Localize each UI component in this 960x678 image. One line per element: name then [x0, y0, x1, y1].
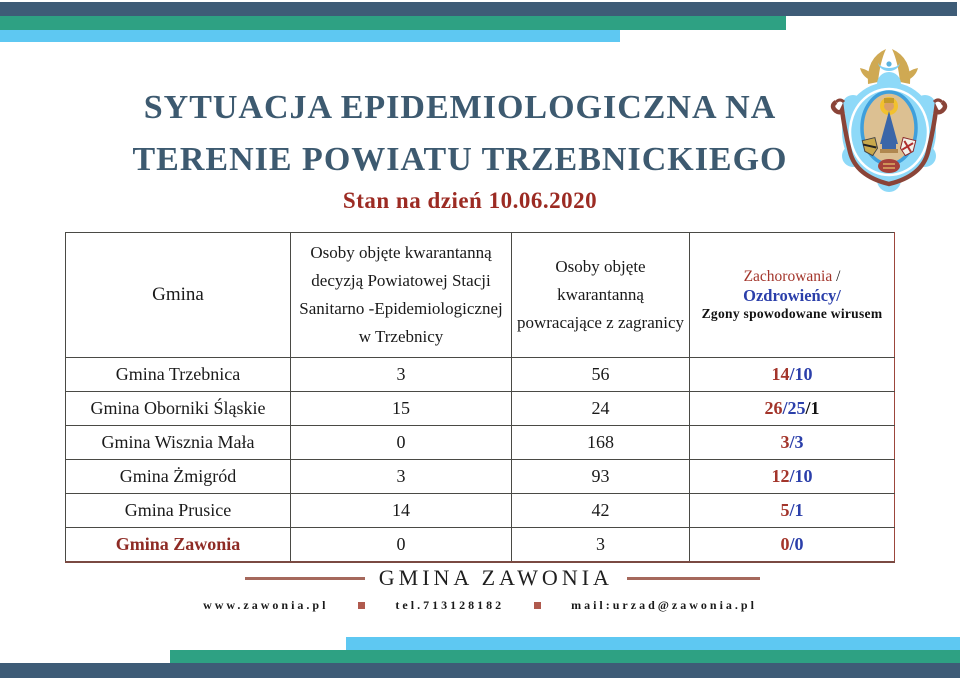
table-row	[66, 358, 895, 392]
cases-recovered-deaths-value	[690, 392, 895, 426]
bottom-bar-teal	[170, 650, 960, 663]
top-bar-lightblue	[0, 30, 620, 42]
quarantine-sanepid-value: 14	[291, 494, 512, 528]
recovered-value: /1	[789, 500, 804, 520]
top-bar-teal	[0, 16, 786, 30]
footer-organization-name: GMINA ZAWONIA	[378, 565, 613, 590]
quarantine-sanepid-value: 0	[291, 528, 512, 563]
top-bar-dark	[0, 2, 957, 16]
square-bullet-icon	[534, 602, 541, 609]
footer-contact-bar	[0, 598, 960, 613]
cases-recovered-deaths-value	[690, 358, 895, 392]
table-row	[66, 460, 895, 494]
cases-recovered-deaths-value	[690, 494, 895, 528]
square-bullet-icon	[358, 602, 365, 609]
header-deaths-label: Zgony spowodowane wirusem	[701, 306, 883, 321]
gmina-name: Gmina Żmigród	[66, 460, 291, 494]
footer-rule-left	[245, 577, 365, 580]
recovered-value: /10	[789, 466, 813, 486]
header-recovered-label: Ozdrowieńcy/	[743, 286, 841, 305]
quarantine-border-value: 168	[512, 426, 690, 460]
cases-value: 3	[780, 432, 790, 452]
table-header-row	[66, 233, 895, 358]
status-date-subtitle: Stan na dzień 10.06.2020	[342, 188, 598, 213]
quarantine-sanepid-value: 3	[291, 358, 512, 392]
recovered-value: /25	[782, 398, 806, 418]
cases-value: 26	[764, 398, 783, 418]
quarantine-border-value: 56	[512, 358, 690, 392]
table-row	[66, 494, 895, 528]
page-title	[60, 82, 860, 186]
quarantine-sanepid-value: 0	[291, 426, 512, 460]
footer-phone: tel.713128182	[395, 598, 505, 612]
cases-recovered-deaths-value	[690, 528, 895, 563]
quarantine-sanepid-value: 3	[291, 460, 512, 494]
quarantine-border-value: 3	[512, 528, 690, 563]
bottom-bar-lightblue	[346, 637, 960, 650]
cases-value: 12	[771, 466, 790, 486]
gmina-name: Gmina Trzebnica	[66, 358, 291, 392]
quarantine-border-value: 24	[512, 392, 690, 426]
column-header-quarantine-border: Osoby objęte kwarantanną powracające z zagranicy	[512, 233, 690, 358]
footer-website: www.zawonia.pl	[203, 598, 329, 612]
header-cases-separator: /	[832, 268, 841, 285]
gmina-name: Gmina Oborniki Śląskie	[66, 392, 291, 426]
gmina-name: Gmina Wisznia Mała	[66, 426, 291, 460]
recovered-value: /3	[789, 432, 804, 452]
quarantine-border-value: 93	[512, 460, 690, 494]
cases-recovered-deaths-value	[690, 460, 895, 494]
column-header-quarantine-sanepid: Osoby objęte kwarantanną decyzją Powiatowej Stacji Sanitarno -Epidemiologicznej w Trzebnicy	[291, 233, 512, 358]
epidemic-table	[65, 232, 895, 563]
column-header-cases-recovered-deaths	[690, 233, 895, 358]
cases-value: 0	[780, 534, 790, 554]
recovered-value: /0	[789, 534, 804, 554]
footer-organization	[245, 565, 760, 591]
cases-value: 14	[771, 364, 790, 384]
table-row-zawonia	[66, 528, 895, 563]
cases-recovered-deaths-value	[690, 426, 895, 460]
table-row	[66, 426, 895, 460]
page-title-line2: TERENIE POWIATU TRZEBNICKIEGO	[132, 141, 788, 178]
quarantine-border-value: 42	[512, 494, 690, 528]
gmina-name: Gmina Zawonia	[66, 528, 291, 563]
table-row	[66, 392, 895, 426]
column-header-gmina: Gmina	[66, 233, 291, 358]
recovered-value: /10	[789, 364, 813, 384]
bottom-bar-dark	[0, 663, 960, 678]
page-title-line1: SYTUACJA EPIDEMIOLOGICZNA NA	[143, 89, 777, 126]
epidemic-table-wrapper	[65, 232, 895, 563]
quarantine-sanepid-value: 15	[291, 392, 512, 426]
cases-value: 5	[780, 500, 790, 520]
footer-email: mail:urzad@zawonia.pl	[571, 598, 757, 612]
gmina-name: Gmina Prusice	[66, 494, 291, 528]
deaths-value: /1	[805, 398, 820, 418]
footer-rule-right	[627, 577, 760, 580]
header-cases-label: Zachorowania	[743, 268, 833, 285]
